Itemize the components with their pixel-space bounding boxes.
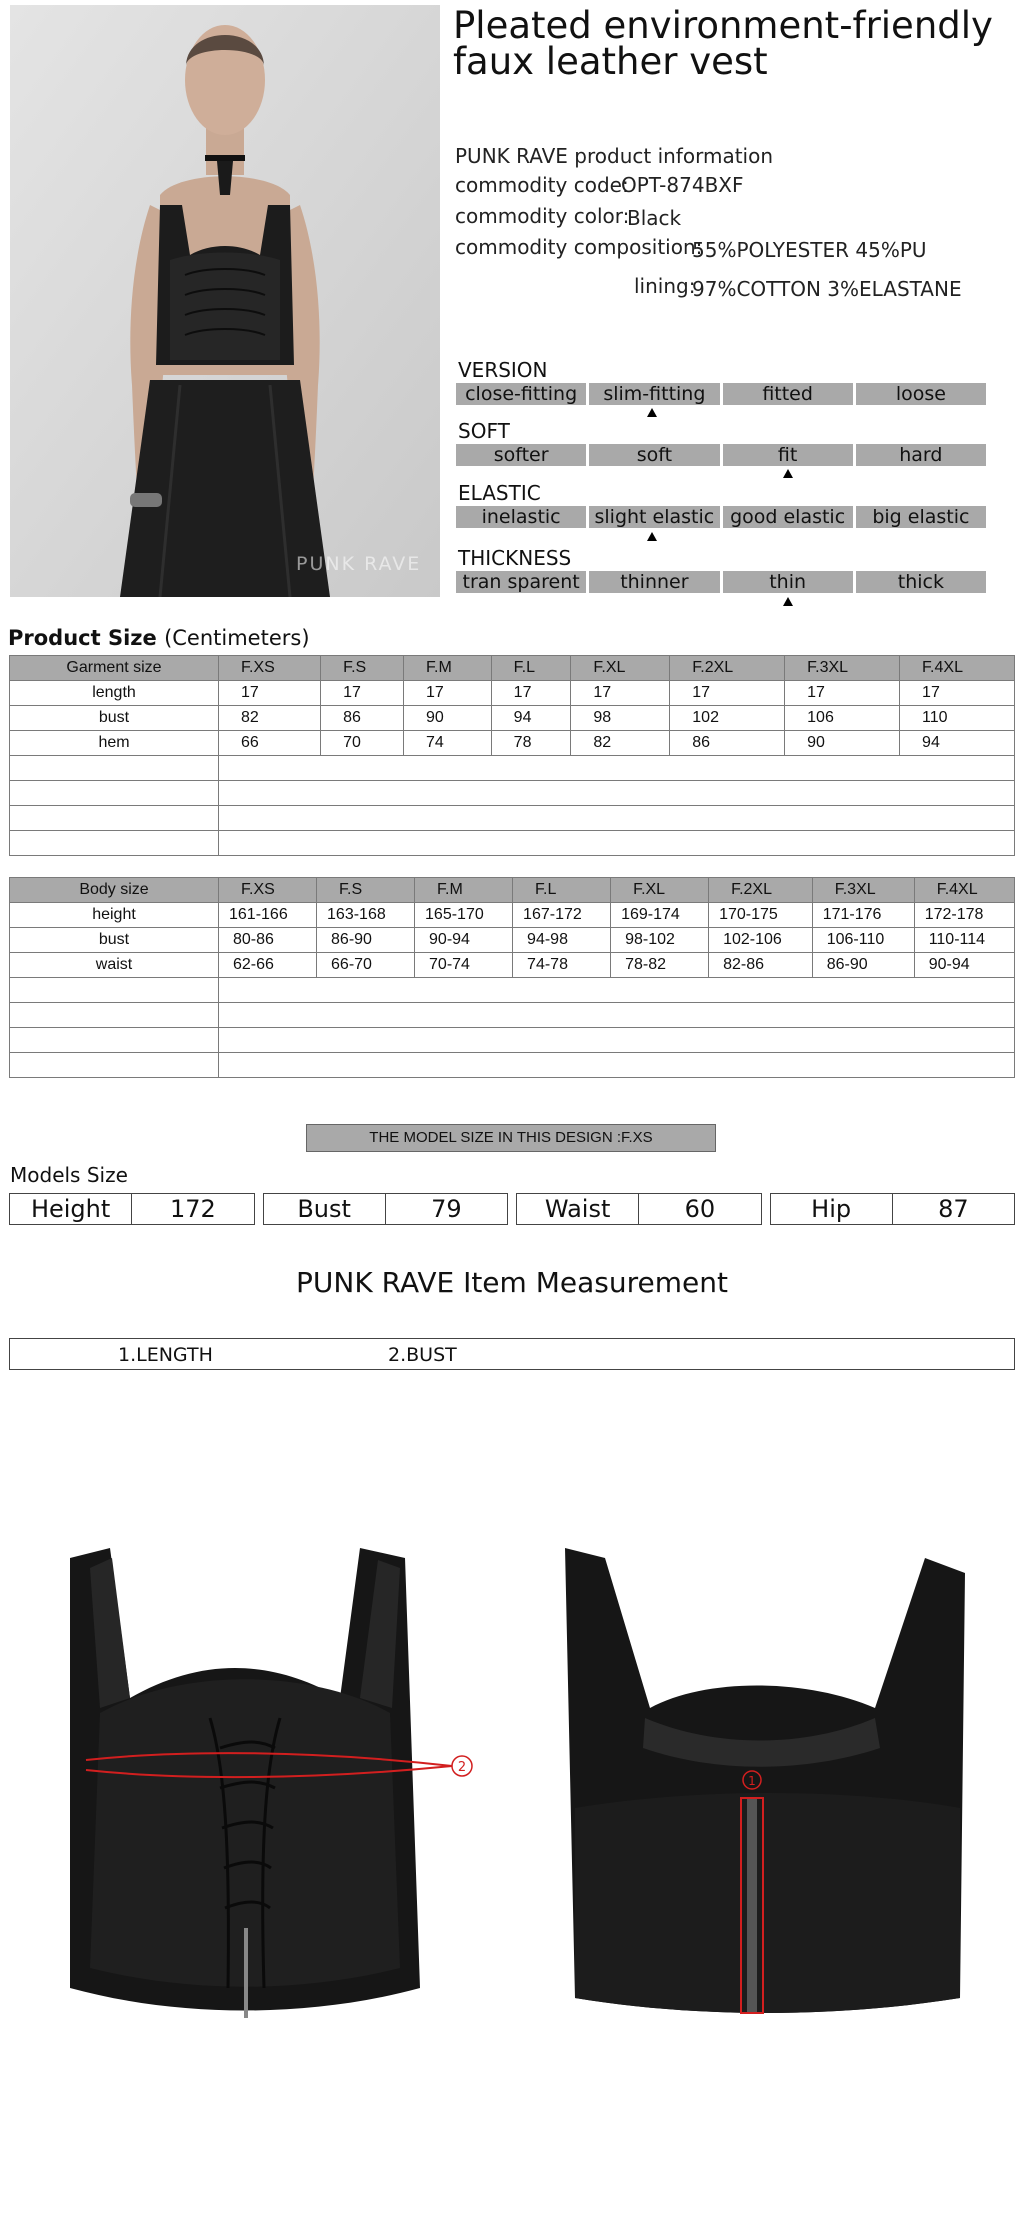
table-row-empty [10, 978, 1015, 1003]
table-cell: 17 [571, 681, 670, 706]
table-cell: 82 [219, 706, 321, 731]
models-hip-group [770, 1193, 1016, 1225]
models-waist-group [516, 1193, 762, 1225]
table-header-cell: F.S [321, 656, 404, 681]
table-header-cell: F.4XL [914, 878, 1014, 903]
garment-front-photo [60, 1548, 480, 2038]
table-cell: hem [10, 731, 219, 756]
table-cell [219, 781, 1015, 806]
table-cell [219, 806, 1015, 831]
table-cell [219, 1028, 1015, 1053]
table-cell: 17 [785, 681, 900, 706]
version-selected-marker [647, 408, 657, 417]
thickness-label: THICKNESS [458, 546, 572, 570]
table-cell: 169-174 [611, 903, 709, 928]
table-cell: 17 [404, 681, 492, 706]
table-header-cell: F.XS [219, 656, 321, 681]
table-header-cell: F.2XL [709, 878, 813, 903]
table-row-empty [10, 806, 1015, 831]
commodity-color-value: Black [627, 206, 682, 230]
table-header-cell: F.3XL [785, 656, 900, 681]
table-cell [10, 781, 219, 806]
table-row [10, 928, 1015, 953]
table-header-cell: F.M [404, 656, 492, 681]
measurement-marker-bust: 2 [457, 1760, 467, 1775]
table-cell: height [10, 903, 219, 928]
table-header-cell: Body size [10, 878, 219, 903]
table-cell: 86 [670, 731, 785, 756]
measurement-title: PUNK RAVE Item Measurement [296, 1266, 728, 1299]
table-header-row [10, 878, 1015, 903]
commodity-color-label: commodity color: [455, 204, 630, 228]
table-cell: 102-106 [709, 928, 813, 953]
table-header-cell: F.L [491, 656, 571, 681]
table-cell [10, 756, 219, 781]
table-header-row [10, 656, 1015, 681]
table-cell [10, 806, 219, 831]
table-cell: 170-175 [709, 903, 813, 928]
models-bust-value: 79 [385, 1194, 507, 1224]
models-bust-label: Bust [297, 1195, 351, 1223]
soft-option: fit [723, 444, 853, 466]
thickness-scale [456, 571, 986, 593]
thickness-option: thick [856, 571, 986, 593]
lining-value: 97%COTTON 3%ELASTANE [692, 277, 962, 301]
table-cell [219, 756, 1015, 781]
table-cell: 90-94 [415, 928, 513, 953]
thickness-option: thin [723, 571, 853, 593]
soft-option: hard [856, 444, 986, 466]
table-cell: 66-70 [317, 953, 415, 978]
table-cell: 90-94 [914, 953, 1014, 978]
elastic-option: good elastic [723, 506, 853, 528]
table-row-empty [10, 1028, 1015, 1053]
table-row-empty [10, 831, 1015, 856]
table-cell [10, 1053, 219, 1078]
model-illustration [10, 5, 440, 597]
models-waist-label: Waist [544, 1195, 611, 1223]
table-cell: 86 [321, 706, 404, 731]
table-cell [219, 1003, 1015, 1028]
table-cell: waist [10, 953, 219, 978]
elastic-label: ELASTIC [458, 481, 541, 505]
table-header-cell: F.XL [571, 656, 670, 681]
soft-label: SOFT [458, 419, 510, 443]
table-header-cell: F.4XL [900, 656, 1015, 681]
product-size-unit: (Centimeters) [164, 626, 310, 650]
thickness-selected-marker [783, 597, 793, 606]
table-cell: 98 [571, 706, 670, 731]
table-cell [10, 978, 219, 1003]
garment-front-illustration [60, 1548, 480, 2038]
table-cell: bust [10, 706, 219, 731]
elastic-scale [456, 506, 986, 528]
table-cell: 86-90 [317, 928, 415, 953]
table-cell: 172-178 [914, 903, 1014, 928]
table-row-empty [10, 781, 1015, 806]
product-size-heading [8, 626, 310, 650]
table-cell: 82-86 [709, 953, 813, 978]
table-cell: 17 [321, 681, 404, 706]
table-row-empty [10, 1003, 1015, 1028]
brand-watermark: PUNK RAVE [296, 553, 422, 575]
table-row-empty [10, 756, 1015, 781]
table-cell: 110 [900, 706, 1015, 731]
table-cell: 17 [900, 681, 1015, 706]
table-row [10, 903, 1015, 928]
table-cell: 98-102 [611, 928, 709, 953]
commodity-code-label: commodity code: [455, 173, 629, 197]
product-info-header: PUNK RAVE product information [455, 144, 774, 168]
lining-label: lining: [634, 274, 696, 298]
measurement-marker-length: 1 [748, 1774, 756, 1788]
models-size-title: Models Size [10, 1163, 128, 1187]
table-cell: length [10, 681, 219, 706]
soft-scale [456, 444, 986, 466]
table-header-cell: F.L [513, 878, 611, 903]
table-cell: 94 [491, 706, 571, 731]
elastic-option: inelastic [456, 506, 586, 528]
thickness-option: thinner [589, 571, 719, 593]
measurement-bust-label: 2.BUST [388, 1344, 457, 1366]
measurement-legend [9, 1338, 1015, 1370]
table-cell: 62-66 [219, 953, 317, 978]
measurement-length-label: 1.LENGTH [118, 1344, 213, 1366]
garment-size-table [9, 655, 1015, 856]
table-cell: 90 [785, 731, 900, 756]
body-size-table [9, 877, 1015, 1078]
table-cell: 106-110 [812, 928, 914, 953]
model-size-banner: THE MODEL SIZE IN THIS DESIGN :F.XS [306, 1124, 716, 1152]
table-cell: 102 [670, 706, 785, 731]
table-cell: 82 [571, 731, 670, 756]
soft-option: soft [589, 444, 719, 466]
table-cell [10, 1003, 219, 1028]
table-cell: 70 [321, 731, 404, 756]
table-cell: 161-166 [219, 903, 317, 928]
version-label: VERSION [458, 358, 548, 382]
table-cell: 74 [404, 731, 492, 756]
table-header-cell: F.2XL [670, 656, 785, 681]
version-option: slim-fitting [589, 383, 719, 405]
models-height-value: 172 [131, 1194, 253, 1224]
models-waist-value: 60 [638, 1194, 760, 1224]
commodity-composition-value: 55%POLYESTER 45%PU [692, 238, 927, 262]
version-option: fitted [723, 383, 853, 405]
table-cell: 163-168 [317, 903, 415, 928]
table-cell: bust [10, 928, 219, 953]
version-scale [456, 383, 986, 405]
table-cell [219, 1053, 1015, 1078]
table-header-cell: F.3XL [812, 878, 914, 903]
garment-back-photo [555, 1548, 985, 2038]
product-size-title: Product Size [8, 626, 157, 650]
table-cell: 80-86 [219, 928, 317, 953]
table-cell: 66 [219, 731, 321, 756]
table-cell [219, 831, 1015, 856]
table-row [10, 706, 1015, 731]
models-hip-value: 87 [892, 1194, 1014, 1224]
table-cell: 78-82 [611, 953, 709, 978]
model-photo [10, 5, 440, 597]
table-cell: 90 [404, 706, 492, 731]
elastic-selected-marker [647, 532, 657, 541]
table-cell: 17 [219, 681, 321, 706]
models-size-row [9, 1193, 1015, 1225]
table-cell: 74-78 [513, 953, 611, 978]
table-cell: 94-98 [513, 928, 611, 953]
version-option: close-fitting [456, 383, 586, 405]
soft-option: softer [456, 444, 586, 466]
table-cell: 78 [491, 731, 571, 756]
table-cell [219, 978, 1015, 1003]
table-header-cell: F.XS [219, 878, 317, 903]
table-header-cell: Garment size [10, 656, 219, 681]
table-cell: 94 [900, 731, 1015, 756]
thickness-option: tran sparent [456, 571, 586, 593]
table-cell [10, 831, 219, 856]
table-cell: 17 [670, 681, 785, 706]
models-height-label: Height [30, 1195, 111, 1223]
table-row-empty [10, 1053, 1015, 1078]
table-header-cell: F.S [317, 878, 415, 903]
table-header-cell: F.XL [611, 878, 709, 903]
models-bust-group [263, 1193, 509, 1225]
table-cell: 171-176 [812, 903, 914, 928]
elastic-option: slight elastic [589, 506, 719, 528]
commodity-code-value: OPT-874BXF [621, 173, 744, 197]
garment-back-illustration [555, 1548, 985, 2038]
table-cell: 70-74 [415, 953, 513, 978]
table-cell: 165-170 [415, 903, 513, 928]
table-cell [10, 1028, 219, 1053]
table-cell: 17 [491, 681, 571, 706]
table-row [10, 731, 1015, 756]
models-hip-label: Hip [811, 1195, 852, 1223]
models-height-group [9, 1193, 255, 1225]
product-title: Pleated environment-friendly faux leather vest [453, 4, 993, 83]
table-cell: 110-114 [914, 928, 1014, 953]
table-header-cell: F.M [415, 878, 513, 903]
elastic-option: big elastic [856, 506, 986, 528]
commodity-composition-label: commodity composition: [455, 235, 703, 259]
table-cell: 167-172 [513, 903, 611, 928]
soft-selected-marker [783, 469, 793, 478]
table-row [10, 953, 1015, 978]
table-row [10, 681, 1015, 706]
table-cell: 106 [785, 706, 900, 731]
version-option: loose [856, 383, 986, 405]
table-cell: 86-90 [812, 953, 914, 978]
